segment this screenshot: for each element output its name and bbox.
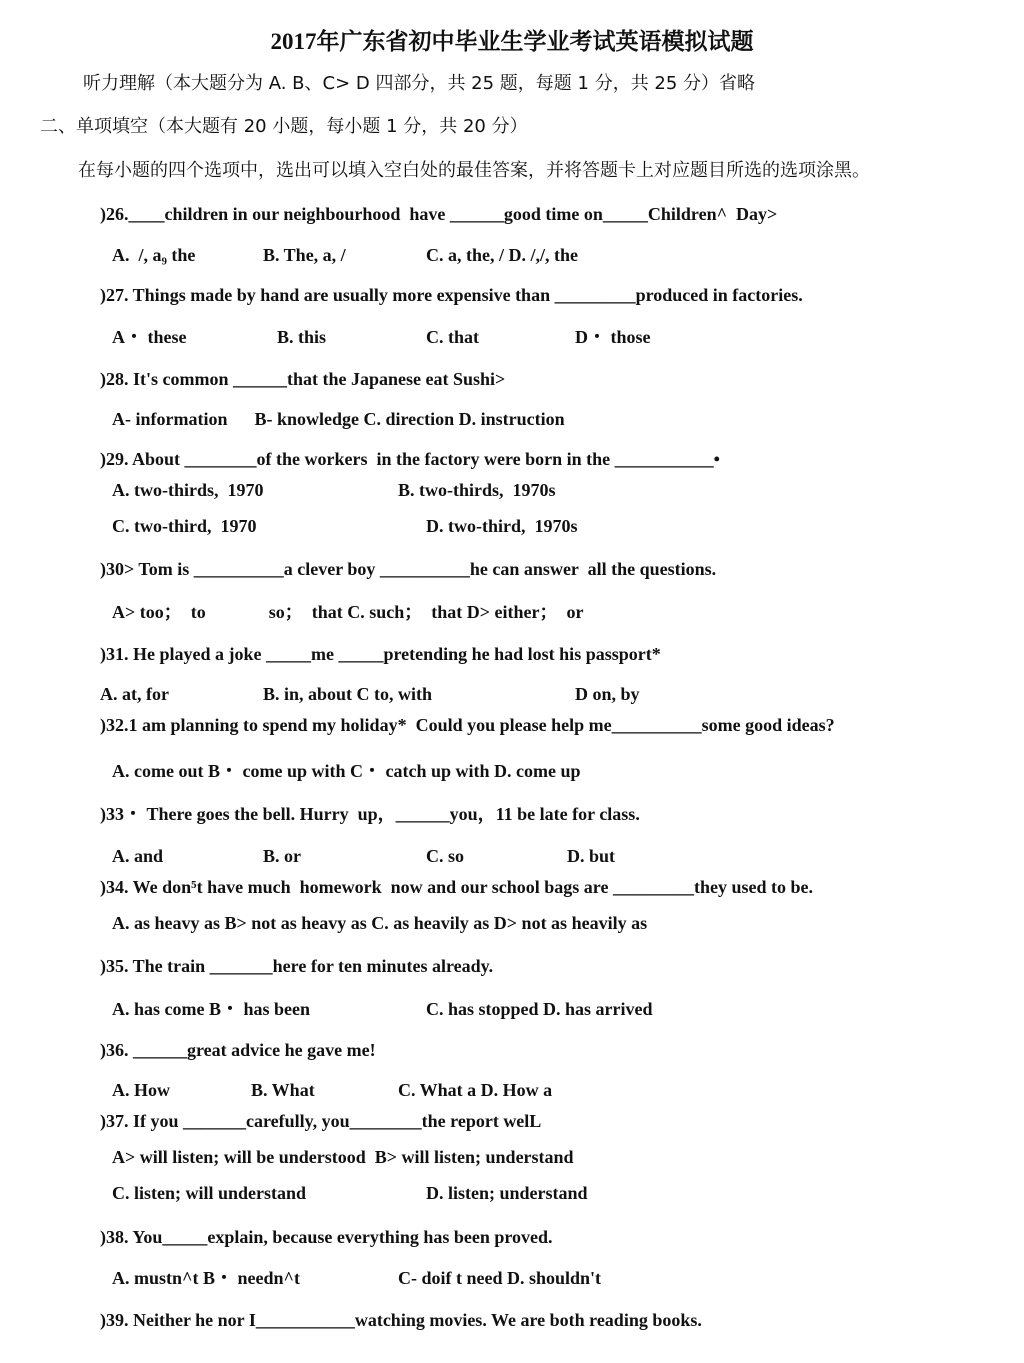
q35-option-cd: C. has stopped D. has arrived — [426, 999, 653, 1019]
question-30: )30> Tom is __________a clever boy __________he can answer all the questions. — [100, 559, 717, 579]
q31-option-a: A. at, for — [100, 684, 169, 704]
q31-option-d: D on, by — [575, 684, 640, 704]
listening-note: 听力理解（本大题分为 A. B、C> D 四部分，共 25 题，每题 1 分，共 25 分）省略 — [83, 73, 756, 94]
q26-option-cd: C. a, the, / D. /,/, the — [426, 245, 578, 265]
q33-option-b: B. or — [263, 846, 301, 866]
q35-option-ab: A. has come B・ has been — [112, 999, 311, 1019]
q34-options: A. as heavy as B> not as heavy as C. as heavily as D> not as heavily as — [112, 913, 648, 933]
q28-options: A- information B- knowledge C. direction D. instruction — [112, 409, 565, 429]
q33-option-c: C. so — [426, 846, 465, 866]
q36-option-cd: C. What a D. How a — [398, 1080, 553, 1100]
question-28: )28. It's common ______that the Japanese eat Sushi> — [100, 369, 506, 389]
q27-option-b: B. this — [277, 327, 327, 347]
q38-option-ab: A. mustn^t B・ needn^t — [112, 1268, 300, 1288]
q33-option-a: A. and — [112, 846, 164, 866]
q29-option-b: B. two-thirds, 1970s — [398, 480, 556, 500]
q30-options: A> too； to so； that C. such； that D> either； or — [112, 602, 584, 622]
q31-option-bc: B. in, about C to, with — [263, 684, 433, 704]
question-33: )33・ There goes the bell. Hurry up，______you，11 be late for class. — [100, 804, 640, 824]
q37-option-d: D. listen; understand — [426, 1183, 588, 1203]
question-35: )35. The train _______here for ten minutes already. — [100, 956, 494, 976]
q26-option-a: A. /, a₉ the — [112, 245, 196, 265]
question-29: )29. About ________of the workers in the factory were born in the ___________• — [100, 449, 720, 469]
q29-option-c: C. two-third, 1970 — [112, 516, 257, 536]
instruction: 在每小题的四个选项中，选出可以填入空白处的最佳答案，并将答题卡上对应题目所选的选项涂黑。 — [78, 160, 870, 181]
q27-option-c: C. that — [426, 327, 479, 347]
question-34: )34. We don⁵t have much homework now and our school bags are _________they used to be. — [100, 877, 813, 897]
q38-option-cd: C- doif t need D. shouldn't — [398, 1268, 602, 1288]
q37-option-c: C. listen; will understand — [112, 1183, 307, 1203]
question-26: )26.____children in our neighbourhood have ______good time on_____Children^ Day> — [100, 204, 778, 224]
q32-options: A. come out B・ come up with C・ catch up with D. come up — [112, 761, 581, 781]
question-32: )32.1 am planning to spend my holiday* Could you please help me__________some good ideas? — [100, 715, 835, 735]
q29-option-a: A. two-thirds, 1970 — [112, 480, 264, 500]
q33-option-d: D. but — [567, 846, 616, 866]
q36-option-a: A. How — [112, 1080, 170, 1100]
page-title: 2017年广东省初中毕业生学业考试英语模拟试题 — [270, 29, 754, 54]
q29-option-d: D. two-third, 1970s — [426, 516, 578, 536]
question-31: )31. He played a joke _____me _____pretending he had lost his passport* — [100, 644, 661, 664]
section-heading: 二、单项填空（本大题有 20 小题，每小题 1 分，共 20 分） — [40, 116, 528, 137]
question-38: )38. You_____explain, because everything has been proved. — [100, 1227, 553, 1247]
q26-option-b: B. The, a, / — [263, 245, 346, 265]
question-39: )39. Neither he nor I___________watching movies. We are both reading books. — [100, 1310, 702, 1330]
q37-option-ab: A> will listen; will be understood B> will listen; understand — [112, 1147, 574, 1167]
question-27: )27. Things made by hand are usually more expensive than _________produced in factories. — [100, 285, 803, 305]
question-37: )37. If you _______carefully, you________the report welL — [100, 1111, 542, 1131]
q27-option-a: A・ these — [112, 327, 187, 347]
question-36: )36. ______great advice he gave me! — [100, 1040, 376, 1060]
q27-option-d: D・ those — [575, 327, 651, 347]
q36-option-b: B. What — [251, 1080, 315, 1100]
